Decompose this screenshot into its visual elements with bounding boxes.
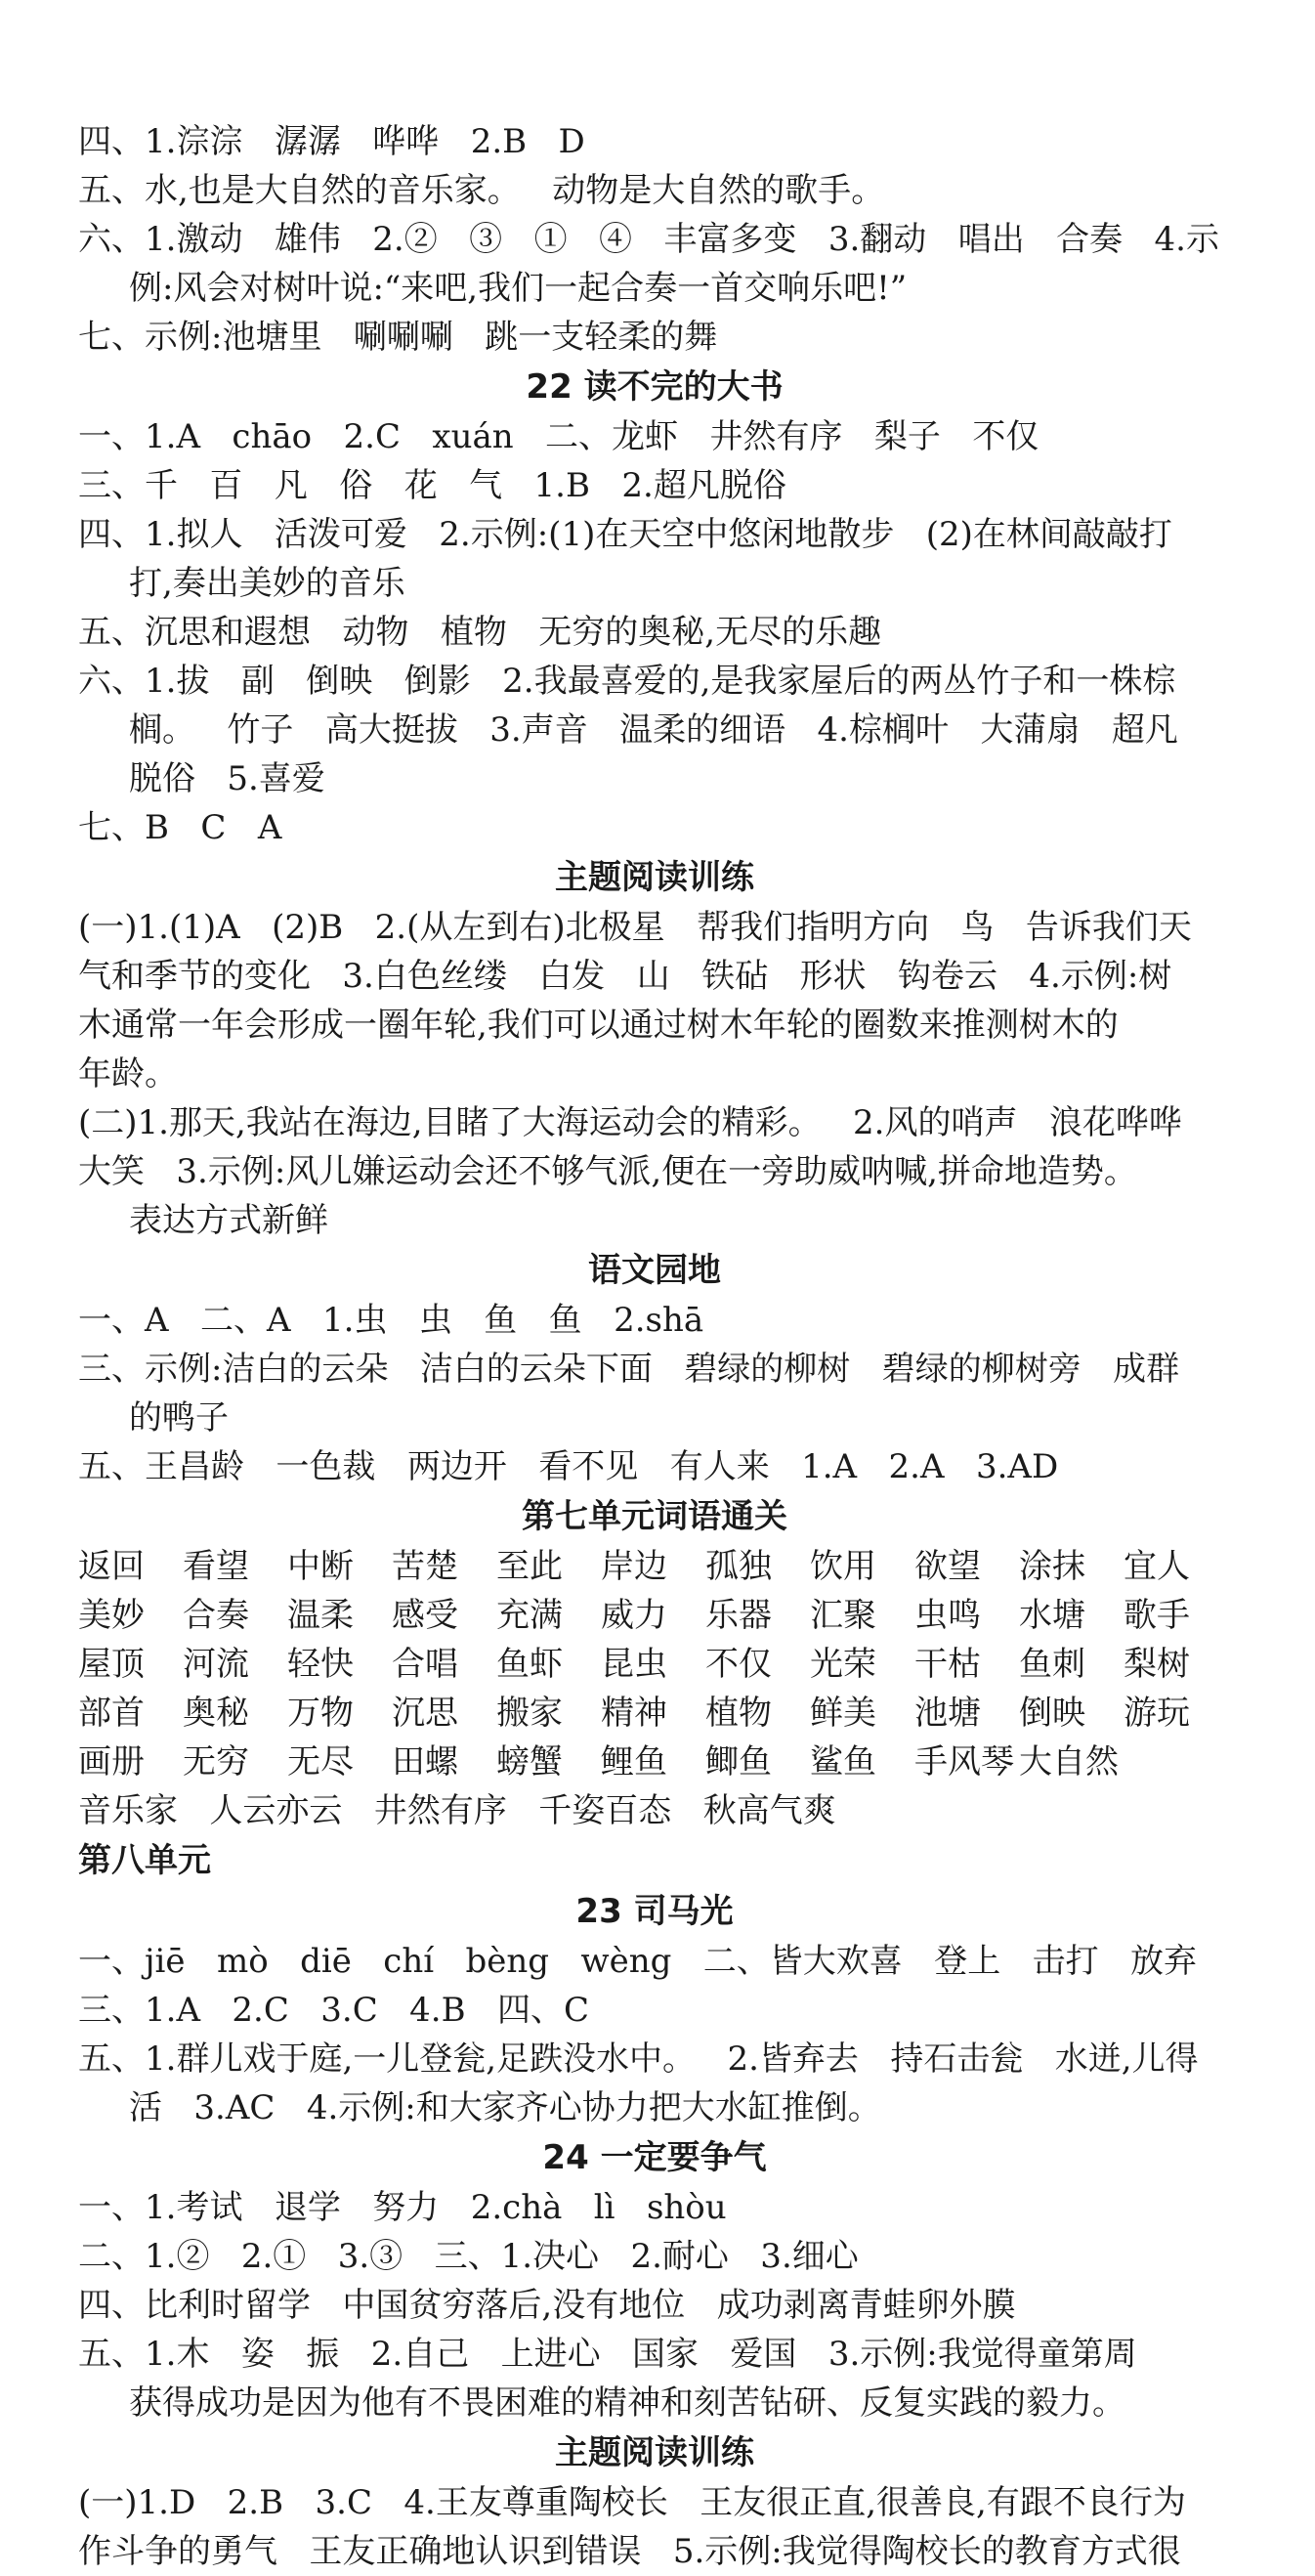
vocab-word: 画册: [78, 1742, 145, 1782]
text-line: 音乐家 人云亦云 井然有序 千姿百态 秋高气爽: [78, 1791, 836, 1830]
text-line: 例:风会对树叶说:“来吧,我们一起合奏一首交响乐吧!”: [129, 269, 908, 308]
text-line: 榈。 竹子 高大挺拔 3.声音 温柔的细语 4.棕榈叶 大蒲扇 超凡: [129, 710, 1178, 750]
vocab-word: 精神: [601, 1694, 667, 1733]
vocab-word: 田螺: [392, 1742, 458, 1782]
vocab-word: 岸边: [601, 1547, 667, 1586]
section-title: 24 一定要争气: [542, 2138, 767, 2177]
vocab-word: 感受: [392, 1596, 458, 1635]
text-line: 四、1.淙淙 潺潺 哗哗 2.B D: [78, 122, 585, 161]
vocab-word: 孤独: [705, 1547, 772, 1586]
text-line: 七、示例:池塘里 唰唰唰 跳一支轻柔的舞: [78, 318, 718, 357]
vocab-word: 看望: [183, 1547, 249, 1586]
vocab-word: 游玩: [1124, 1694, 1190, 1733]
section-lesson-22: [78, 412, 1315, 852]
text-line: 一、A 二、A 1.虫 虫 鱼 鱼 2.shā: [78, 1301, 704, 1340]
vocab-word: 虫鸣: [914, 1596, 981, 1635]
vocab-word: 干枯: [914, 1645, 981, 1684]
text-line: 获得成功是因为他有不畏困难的精神和刻苦钻研、反复实践的毅力。: [129, 2383, 1125, 2423]
vocab-word: 倒映: [1019, 1694, 1085, 1733]
vocab-word: 手风琴: [914, 1742, 1014, 1782]
text-line: 活 3.AC 4.示例:和大家齐心协力把大水缸推倒。: [129, 2088, 881, 2127]
text-line: (一)1.(1)A (2)B 2.(从左到右)北极星 帮我们指明方向 鸟 告诉我们天: [78, 908, 1192, 947]
vocab-word: 宜人: [1124, 1547, 1190, 1586]
vocab-word: 鲨鱼: [810, 1742, 876, 1782]
vocab-word: 鲫鱼: [705, 1742, 772, 1782]
vocab-word: 涂抹: [1019, 1547, 1085, 1586]
vocab-word: 温柔: [287, 1596, 354, 1635]
vocab-word: 充满: [496, 1596, 563, 1635]
section-title: 语文园地: [588, 1251, 721, 1290]
vocab-word: 乐器: [705, 1596, 772, 1635]
vocab-word: 中断: [287, 1547, 354, 1586]
text-line: 六、1.激动 雄伟 2.② ③ ① ④ 丰富多变 3.翻动 唱出 合奏 4.示: [78, 220, 1219, 259]
text-line: 四、1.拟人 活泼可爱 2.示例:(1)在天空中悠闲地散步 (2)在林间敲敲打: [78, 515, 1172, 554]
text-line: 一、1.考试 退学 努力 2.chà lì shòu: [78, 2188, 727, 2227]
text-line: 一、1.A chāo 2.C xuán 二、龙虾 井然有序 梨子 不仅: [78, 417, 1039, 456]
vocab-word: 水塘: [1019, 1596, 1085, 1635]
vocab-word: 合唱: [392, 1645, 458, 1684]
text-line: (二)1.那天,我站在海边,目睹了大海运动会的精彩。 2.风的哨声 浪花哗哗: [78, 1103, 1182, 1142]
vocab-word: 威力: [601, 1596, 667, 1635]
section-title: 主题阅读训练: [555, 2433, 754, 2472]
text-line: 的鸭子: [129, 1398, 229, 1438]
vocab-word: 鲤鱼: [601, 1742, 667, 1782]
section-title: 22 读不完的大书: [526, 367, 784, 407]
section-title: 第七单元词语通关: [522, 1497, 787, 1536]
text-line: 脱俗 5.喜爱: [129, 759, 325, 798]
text-line: 五、王昌龄 一色裁 两边开 看不见 有人来 1.A 2.A 3.AD: [78, 1447, 1059, 1486]
vocab-word: 梨树: [1124, 1645, 1190, 1684]
vocab-word: 歌手: [1124, 1596, 1190, 1635]
section-theme-reading-1: [78, 903, 1315, 1245]
text-line: 三、示例:洁白的云朵 洁白的云朵下面 碧绿的柳树 碧绿的柳树旁 成群: [78, 1350, 1180, 1389]
text-line: 二、1.② 2.① 3.③ 三、1.决心 2.耐心 3.细心: [78, 2237, 859, 2276]
text-line: 木通常一年会形成一圈年轮,我们可以通过树木年轮的圈数来推测树木的: [78, 1006, 1119, 1045]
unit-title: 第八单元: [78, 1841, 211, 1880]
section-unit7-part: [78, 117, 1315, 362]
vocab-word: 鱼刺: [1019, 1645, 1085, 1684]
text-line: 作斗争的勇气 王友正确地认识到错误 5.示例:我觉得陶校长的教育方式很: [78, 2532, 1181, 2571]
text-line: 五、沉思和遐想 动物 植物 无穷的奥秘,无尽的乐趣: [78, 613, 882, 652]
vocab-word: 屋顶: [78, 1645, 145, 1684]
vocab-word: 轻快: [287, 1645, 354, 1684]
vocab-word: 欲望: [914, 1547, 981, 1586]
vocab-word: 无尽: [287, 1742, 354, 1782]
vocab-word: 光荣: [810, 1645, 876, 1684]
vocab-word: 不仅: [705, 1645, 772, 1684]
text-line: 三、1.A 2.C 3.C 4.B 四、C: [78, 1991, 590, 2030]
vocab-word: 部首: [78, 1694, 145, 1733]
vocab-word: 河流: [183, 1645, 249, 1684]
vocab-word: 苦楚: [392, 1547, 458, 1586]
text-line: 三、千 百 凡 俗 花 气 1.B 2.超凡脱俗: [78, 466, 786, 505]
text-line: 气和季节的变化 3.白色丝缕 白发 山 铁砧 形状 钩卷云 4.示例:树: [78, 957, 1172, 996]
text-line: 年龄。: [78, 1054, 178, 1094]
section-theme-reading-2: [78, 2478, 1315, 2576]
vocab-word: 奥秘: [183, 1694, 249, 1733]
text-line: (一)1.D 2.B 3.C 4.王友尊重陶校长 王友很正直,很善良,有跟不良行为: [78, 2483, 1186, 2522]
text-line: 打,奏出美妙的音乐: [129, 564, 405, 603]
vocab-word: 饮用: [810, 1547, 876, 1586]
section-lesson-23: [78, 1937, 1315, 2132]
vocab-word: 至此: [496, 1547, 563, 1586]
vocab-word: 大自然: [1019, 1742, 1119, 1782]
vocab-word: 鱼虾: [496, 1645, 563, 1684]
word-grid: [78, 1542, 1315, 1786]
vocab-word: 汇聚: [810, 1596, 876, 1635]
vocab-word: 万物: [287, 1694, 354, 1733]
vocab-word: 植物: [705, 1694, 772, 1733]
vocab-word: 螃蟹: [496, 1742, 563, 1782]
vocab-word: 搬家: [496, 1694, 563, 1733]
section-title: 主题阅读训练: [555, 858, 754, 897]
vocab-word: 鲜美: [810, 1694, 876, 1733]
text-line: 五、1.木 姿 振 2.自己 上进心 国家 爱国 3.示例:我觉得童第周: [78, 2335, 1137, 2374]
text-line: 七、B C A: [78, 808, 282, 847]
text-line: 六、1.拔 副 倒映 倒影 2.我最喜爱的,是我家屋后的两丛竹子和一株棕: [78, 662, 1176, 701]
section-garden: [78, 1296, 1315, 1491]
vocab-word: 昆虫: [601, 1645, 667, 1684]
text-line: 五、1.群儿戏于庭,一儿登瓮,足跌没水中。 2.皆弃去 持石击瓮 水迸,儿得: [78, 2039, 1199, 2079]
vocab-word: 无穷: [183, 1742, 249, 1782]
text-line: 表达方式新鲜: [129, 1201, 328, 1240]
section-title: 23 司马光: [575, 1892, 734, 1931]
text-line: 大笑 3.示例:风儿嫌运动会还不够气派,便在一旁助威呐喊,拼命地造势。: [78, 1152, 1137, 1191]
vocab-word: 美妙: [78, 1596, 145, 1635]
text-line: 五、水,也是大自然的音乐家。 动物是大自然的歌手。: [78, 171, 885, 210]
section-lesson-24: [78, 2183, 1315, 2427]
text-line: 四、比利时留学 中国贫穷落后,没有地位 成功剥离青蛙卵外膜: [78, 2286, 1016, 2325]
vocab-word: 沉思: [392, 1694, 458, 1733]
vocab-word: 池塘: [914, 1694, 981, 1733]
vocab-word: 合奏: [183, 1596, 249, 1635]
text-line: 一、jiē mò diē chí bèng wèng 二、皆大欢喜 登上 击打 放弃: [78, 1942, 1198, 1981]
vocab-word: 返回: [78, 1547, 145, 1586]
